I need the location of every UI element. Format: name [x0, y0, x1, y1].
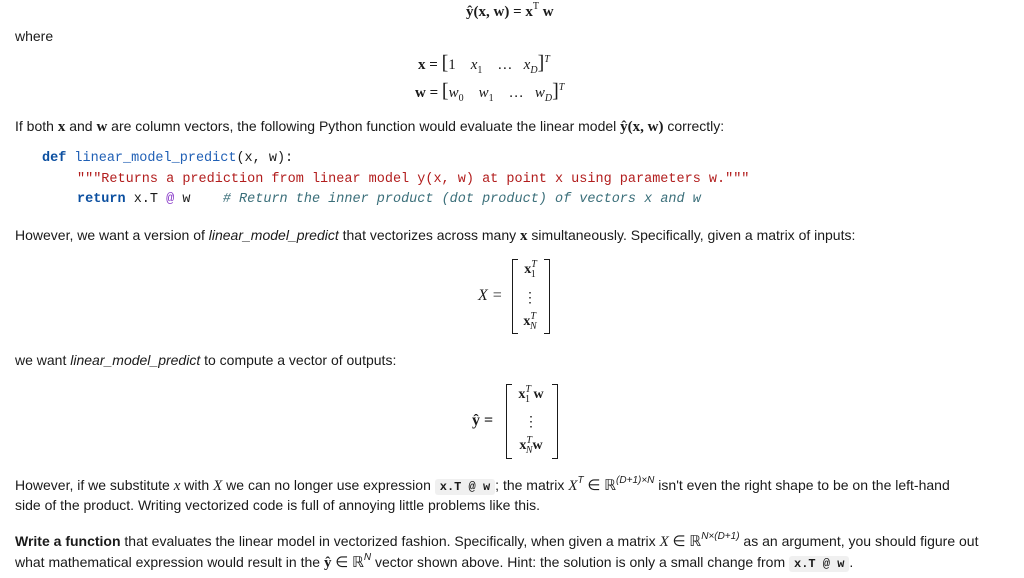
paragraph-column-vectors [15, 116, 1015, 137]
para1-w: w [96, 119, 108, 135]
para3-fn: linear_model_predict [70, 352, 201, 368]
x-vector-lhs: x = [418, 57, 442, 73]
x-vector-definition: x = [1 $x_1$ … $x_D]^T$ [418, 52, 550, 76]
para5-mid1: that evaluates the linear model in vectorized fashion. Specifically, when given a matrix [120, 533, 660, 549]
x-item-d: x [523, 57, 531, 73]
X-row1-T: T [531, 259, 537, 270]
X-matrix-row-n [510, 311, 550, 332]
y-matrix-row-1 [506, 384, 556, 405]
X-row1-sub: 1 [530, 269, 536, 280]
code-params: (x, w): [236, 151, 294, 166]
para2-pre: However, we want a version of [15, 227, 209, 243]
X-matrix-lhs: X = [478, 287, 503, 304]
para5-yhat: ŷ [323, 555, 332, 571]
paragraph-task-line-2 [15, 552, 1015, 575]
para5-in2: ∈ ℝ [331, 555, 364, 571]
code-return-a: x.T [125, 192, 167, 207]
para4-mid3: ; the matrix [495, 477, 569, 493]
w-item-1: w [478, 85, 489, 101]
y-rowN-T: T [526, 435, 532, 446]
para1-mid2: are column vectors, the following Python function would evaluate the linear model [107, 118, 621, 134]
code-def-keyword: def [42, 151, 67, 166]
para5-l2-mid: vector shown above. Hint: the solution is only a small change from [371, 554, 789, 570]
X-matrix-row-1 [510, 259, 550, 280]
w-item-1-sub: 1 [488, 93, 494, 104]
y-matrix-row-n [506, 435, 556, 456]
code-docstring: """Returns a prediction from linear model y(x, w) at point x using parameters w.""" [77, 172, 750, 187]
y-rowN-x: x [519, 438, 527, 453]
para2-fn: linear_model_predict [208, 227, 339, 243]
x-item-2-sub: 1 [477, 65, 483, 76]
x-item-2: x [470, 57, 478, 73]
w-vector-lhs: w = [415, 85, 442, 101]
para5-inline-code: x.T @ w [789, 556, 849, 572]
para5-post: as an argument, you should figure out [739, 533, 979, 549]
para1-mid1: and [65, 118, 97, 134]
transpose-sup: T [532, 1, 539, 12]
x-item-1: 1 [448, 57, 456, 73]
paragraph-outputs [15, 350, 1015, 370]
w-item-d: w [534, 85, 545, 101]
para5-dim: N×(D+1) [701, 531, 740, 542]
para1-pre: If both [15, 118, 58, 134]
paragraph-vectorize [15, 225, 1015, 246]
X-rowN-sub: N [529, 321, 537, 332]
para5-X: X [659, 534, 669, 550]
para1-model: ŷ(x, w) [620, 119, 664, 135]
code-return-keyword: return [77, 192, 126, 207]
para3-pre: we want [15, 352, 71, 368]
para4-T: T [577, 475, 584, 486]
x-vector-transpose: T [544, 54, 550, 65]
X-matrix-dots: ⋮ [523, 291, 537, 306]
para4-mid2: we can no longer use expression [222, 477, 435, 493]
X-rowN-T: T [530, 311, 536, 322]
para4-X: X [213, 478, 223, 494]
y-matrix-dots: ⋮ [524, 415, 538, 430]
w-item-dots: … [508, 85, 524, 101]
para4-mid1: with [180, 477, 214, 493]
code-matmul-operator: @ [166, 192, 175, 207]
w-item-0-sub: 0 [458, 93, 464, 104]
w-item-d-sub: D [544, 93, 553, 104]
code-function-name: linear_model_predict [74, 151, 237, 166]
para5-N: N [363, 552, 372, 563]
para4-XT: X [568, 478, 578, 494]
code-line-3 [77, 192, 701, 207]
w-vector-definition: $w = [w_0$ $w_1$ … $w_D]^T$ [415, 80, 565, 104]
para4-post: isn't even the right shape to be on the left-hand [654, 477, 950, 493]
para1-x: x [57, 119, 66, 135]
paragraph-substitute-line-2: side of the product. Writing vectorized code is full of annoying little problems like this. [15, 497, 540, 513]
y-row1-x: x [518, 387, 526, 402]
para4-dim: (D+1)×N [616, 475, 655, 486]
y-row1-T: T [525, 384, 531, 395]
code-line-2 [77, 172, 749, 187]
para4-inline-code: x.T @ w [435, 479, 495, 495]
para2-mid: that vectorizes across many [338, 227, 521, 243]
X-rowN-x: x [523, 314, 531, 329]
model-equation-lhs: ŷ(x, w) = x [466, 4, 533, 20]
para2-post: simultaneously. Specifically, given a matrix of inputs: [527, 227, 856, 243]
where-label: where [15, 28, 54, 44]
w-item-0: w [448, 85, 459, 101]
y-row1-sub: 1 [524, 394, 530, 405]
y-rowN-sub: N [525, 445, 533, 456]
x-item-d-sub: D [530, 65, 538, 76]
code-comment: # Return the inner product (dot product) of vectors x and w [222, 192, 701, 207]
para2-x: x [520, 228, 528, 244]
para5-l2-pre: what mathematical expression would result in the [15, 554, 324, 570]
para5-l2-post: . [849, 554, 854, 570]
model-equation [466, 1, 554, 21]
X-row1-x: x [524, 262, 532, 277]
y-row1-w: w [529, 387, 544, 402]
para5-bold: Write a function [15, 533, 121, 549]
para1-post: correctly: [663, 118, 725, 134]
y-rowN-w: w [532, 438, 543, 453]
y-matrix-lhs: ŷ = [472, 412, 494, 429]
para4-pre: However, if we substitute [15, 477, 174, 493]
para5-in: ∈ ℝ [668, 534, 702, 550]
code-return-b: w [174, 192, 223, 207]
code-line-1 [42, 151, 293, 166]
paragraph-task [15, 531, 1015, 554]
para4-in: ∈ ℝ [583, 478, 617, 494]
w-vector-transpose: T [558, 82, 565, 93]
para3-post: to compute a vector of outputs: [200, 352, 397, 368]
para4-x: x [173, 478, 181, 494]
x-item-dots: … [497, 57, 513, 73]
model-equation-rhs: w [538, 4, 554, 20]
